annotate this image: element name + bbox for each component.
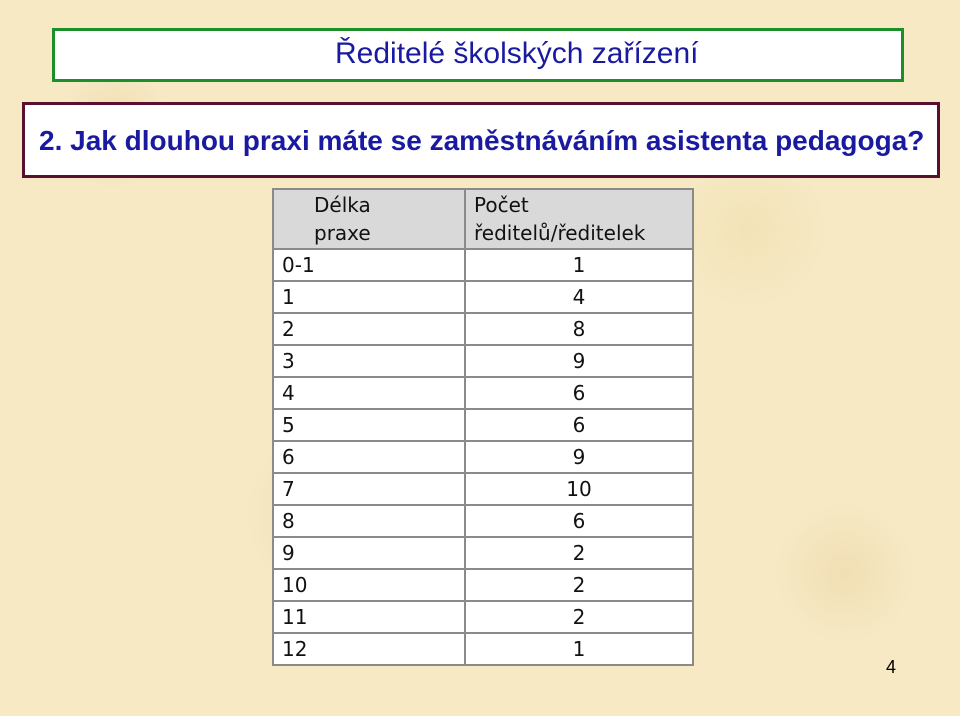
cell-count: 6 xyxy=(465,505,693,537)
cell-length: 12 xyxy=(273,633,465,665)
question-text: 2. Jak dlouhou praxi máte se zaměstnáváním asistenta pedagoga? xyxy=(39,125,925,156)
slide-title: Ředitelé školských zařízení xyxy=(335,37,699,70)
cell-count: 4 xyxy=(465,281,693,313)
cell-length: 0-1 xyxy=(273,249,465,281)
table-row xyxy=(273,313,693,345)
cell-count: 1 xyxy=(465,249,693,281)
cell-length: 5 xyxy=(273,409,465,441)
data-table xyxy=(272,188,694,666)
cell-length: 7 xyxy=(273,473,465,505)
cell-count: 2 xyxy=(465,537,693,569)
header-count xyxy=(465,189,693,249)
table-row xyxy=(273,633,693,665)
question-box xyxy=(22,102,940,178)
table-row xyxy=(273,569,693,601)
table-row xyxy=(273,601,693,633)
cell-length: 9 xyxy=(273,537,465,569)
header-length-line2: praxe xyxy=(314,221,371,245)
cell-count: 10 xyxy=(465,473,693,505)
page-number: 4 xyxy=(886,657,897,677)
cell-length: 2 xyxy=(273,313,465,345)
table-row xyxy=(273,505,693,537)
cell-length: 8 xyxy=(273,505,465,537)
table-row xyxy=(273,441,693,473)
table-row xyxy=(273,249,693,281)
cell-count: 6 xyxy=(465,409,693,441)
cell-count: 9 xyxy=(465,345,693,377)
slide-title-box xyxy=(52,28,904,82)
cell-count: 6 xyxy=(465,377,693,409)
table-row xyxy=(273,345,693,377)
cell-count: 1 xyxy=(465,633,693,665)
cell-length: 6 xyxy=(273,441,465,473)
header-count-line1: Počet xyxy=(474,193,529,217)
table-row xyxy=(273,473,693,505)
cell-count: 2 xyxy=(465,601,693,633)
table-row xyxy=(273,537,693,569)
cell-length: 3 xyxy=(273,345,465,377)
cell-count: 8 xyxy=(465,313,693,345)
table-row xyxy=(273,377,693,409)
table-row xyxy=(273,409,693,441)
cell-length: 4 xyxy=(273,377,465,409)
cell-length: 11 xyxy=(273,601,465,633)
table-header xyxy=(273,189,693,249)
cell-length: 10 xyxy=(273,569,465,601)
table-body xyxy=(273,249,693,665)
table-header-row xyxy=(273,189,693,249)
table-row xyxy=(273,281,693,313)
cell-length: 1 xyxy=(273,281,465,313)
header-count-line2: ředitelů/ředitelek xyxy=(474,221,646,245)
header-length-line1: Délka xyxy=(314,193,371,217)
cell-count: 2 xyxy=(465,569,693,601)
cell-count: 9 xyxy=(465,441,693,473)
header-length xyxy=(273,189,465,249)
